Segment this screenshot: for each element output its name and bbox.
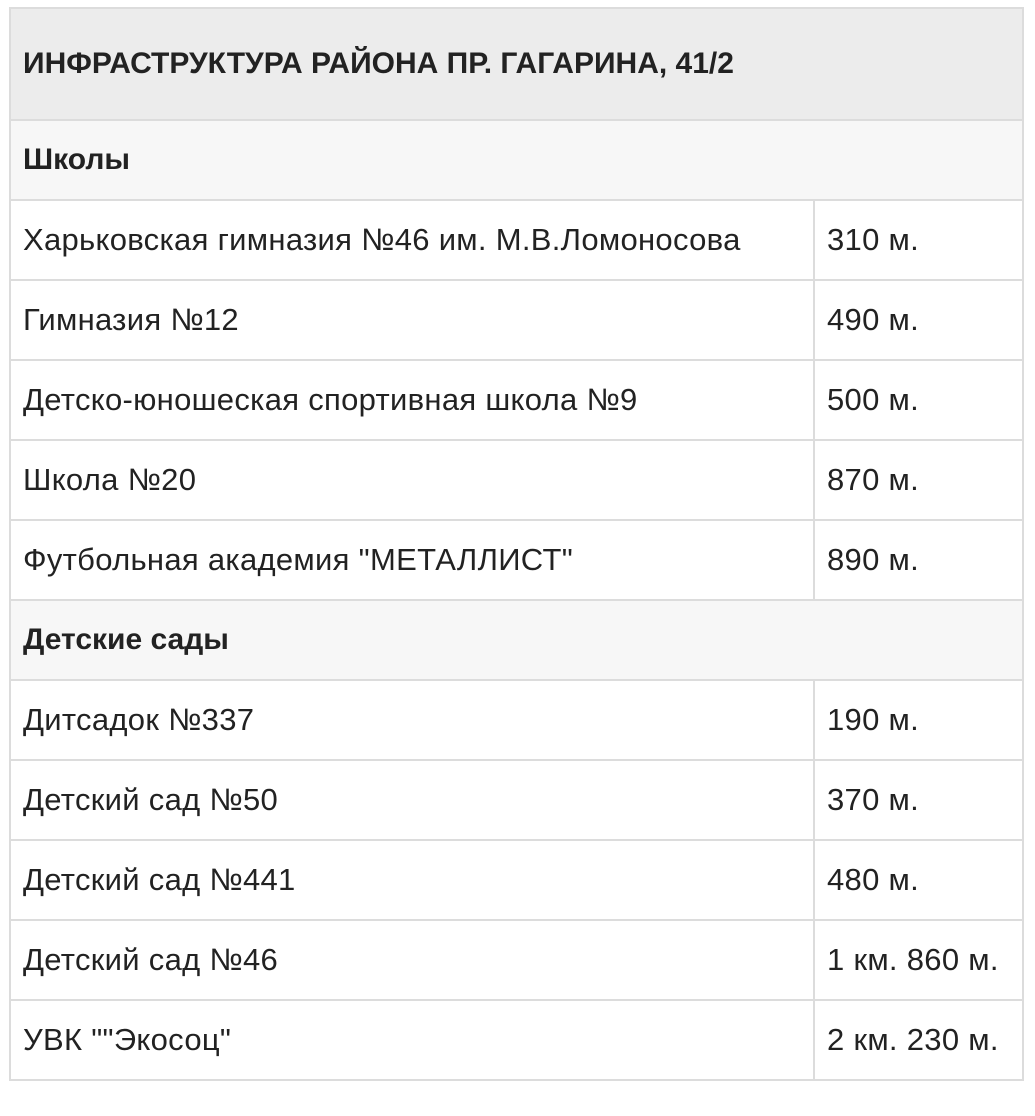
- facility-distance: 190 м.: [814, 680, 1023, 760]
- facility-distance: 310 м.: [814, 200, 1023, 280]
- table-row: [10, 760, 1023, 840]
- facility-name: Детский сад №50: [10, 760, 814, 840]
- section-heading-kindergartens: Детские сады: [10, 600, 1023, 680]
- facility-distance: 870 м.: [814, 440, 1023, 520]
- facility-distance: 2 км. 230 м.: [814, 1000, 1023, 1080]
- facility-name: Гимназия №12: [10, 280, 814, 360]
- facility-name: Футбольная академия "МЕТАЛЛИСТ": [10, 520, 814, 600]
- facility-distance: 490 м.: [814, 280, 1023, 360]
- facility-distance: 500 м.: [814, 360, 1023, 440]
- table-row: [10, 840, 1023, 920]
- table-row: [10, 360, 1023, 440]
- table-row: [10, 1000, 1023, 1080]
- facility-distance: 370 м.: [814, 760, 1023, 840]
- table-row: [10, 920, 1023, 1000]
- facility-name: Детский сад №46: [10, 920, 814, 1000]
- table-row: [10, 280, 1023, 360]
- facility-name: Детский сад №441: [10, 840, 814, 920]
- infrastructure-table: [9, 7, 1024, 1081]
- facility-name: Дитсадок №337: [10, 680, 814, 760]
- facility-name: Школа №20: [10, 440, 814, 520]
- table-row: [10, 200, 1023, 280]
- facility-name: Детско-юношеская спортивная школа №9: [10, 360, 814, 440]
- section-heading-schools: Школы: [10, 120, 1023, 200]
- table-title: ИНФРАСТРУКТУРА РАЙОНА ПР. ГАГАРИНА, 41/2: [10, 8, 1023, 120]
- facility-distance: 890 м.: [814, 520, 1023, 600]
- facility-name: УВК ""Экосоц": [10, 1000, 814, 1080]
- facility-distance: 1 км. 860 м.: [814, 920, 1023, 1000]
- facility-distance: 480 м.: [814, 840, 1023, 920]
- table-row: [10, 680, 1023, 760]
- facility-name: Харьковская гимназия №46 им. М.В.Ломоносова: [10, 200, 814, 280]
- table-row: [10, 520, 1023, 600]
- section-heading-row-kindergartens: [10, 600, 1023, 680]
- table-row: [10, 440, 1023, 520]
- section-heading-row-schools: [10, 120, 1023, 200]
- table-title-row: [10, 8, 1023, 120]
